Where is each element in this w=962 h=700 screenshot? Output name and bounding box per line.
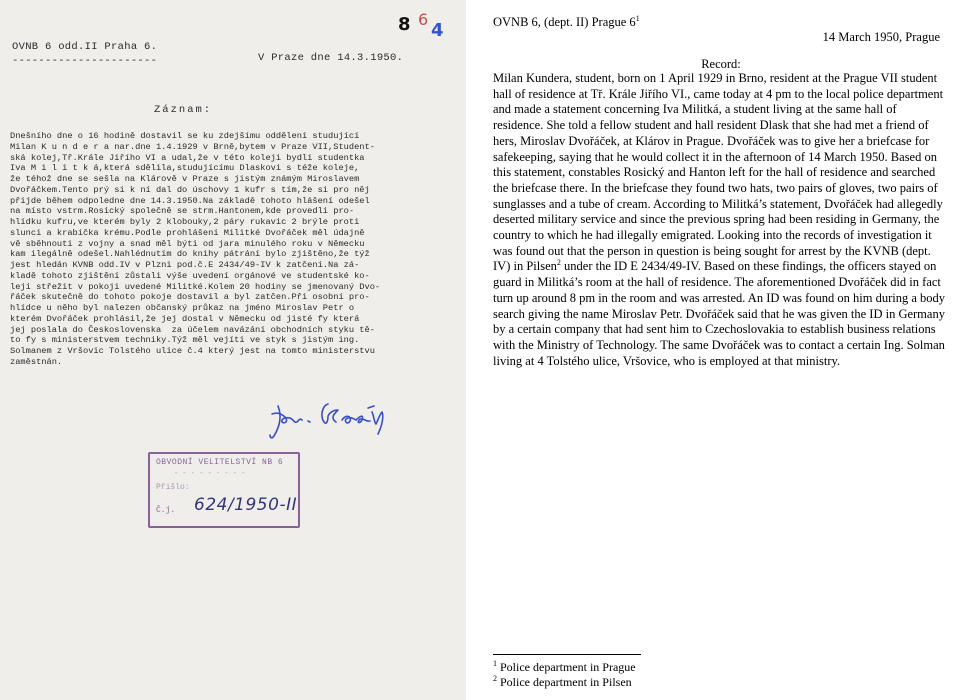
translation-body-part1: Milan Kundera, student, born on 1 April 1929 in Brno, resident at the Prague VII student hall of residence at Tř. Krále Jiřího VI., came today at 4 pm to the local police department and made a statement concerning Iva Militká, a student living at the same hall of residence. She told a fellow student and hall resident Dlask that she had met a friend of hers, Miroslav Dvořáček, at Klárov in Prague. Dvořáček was to give her a briefcase for safekeeping, saying that he would collect it in the afternoon of 14 March 1950. Based on this statement, constables Rosický and Hanton left for the hall of residence and searched the briefcase there. In the briefcase they found two hats, two pairs of gloves, two pairs of sunglasses and a tube of cream. According to Militká’s statement, Dvořáček had allegedly deserted military service and since the previous spring had been residing in Germany, the country to which he had illegally emigrated. Looking into the records of investigation it was found out that the person in question is being sought for arrest by the KVNB (dept. IV) in Pilsen bbox=[493, 71, 944, 274]
stamp-office-name: OBVODNÍ VELITELSTVÍ NB 6 bbox=[156, 458, 284, 467]
scan-header-underline: ---------------------- bbox=[12, 55, 158, 67]
footnote-1-text: Police department in Prague bbox=[500, 660, 636, 674]
scan-body-line: kam ilegálně odešel.Nahlédnutím do knihy pátrání bylo zjištěno,že týž bbox=[10, 249, 370, 260]
translation-panel bbox=[490, 0, 956, 700]
scan-body-line: Iva M i l i t k á,která sdělila,studujícímu Dlaskovi s téže koleje, bbox=[10, 163, 360, 174]
scan-body-line: vě sběhnouti z vojny a snad měl býti od jara minulého roku v Německu bbox=[10, 238, 365, 249]
scan-body-line: kladě tohoto zjištění zůstali výše uvedení orgánové ve studentské ko- bbox=[10, 270, 370, 281]
scan-body-line: Solmanem z Vršovic Tolstého ulice č.4 který jest na tomto ministerstvu bbox=[10, 346, 375, 356]
footnote-ref-2: 2 bbox=[556, 258, 561, 268]
footnote-2 bbox=[493, 674, 632, 690]
scan-page-number: 8 bbox=[398, 14, 411, 35]
footnote-2-text: Police department in Pilsen bbox=[500, 675, 632, 689]
footnote-2-marker: 2 bbox=[493, 674, 497, 683]
translation-record-title: Record: bbox=[701, 57, 741, 71]
scan-body-line: přijde během odpoledne dne 14.3.1950.Na základě tohoto hlášení odešel bbox=[10, 195, 370, 206]
scan-body-line: na místo vstrm.Rosický společně se strm.Hantonem,kde provedli pro- bbox=[10, 206, 355, 217]
stamp-reference-number: 624/1950-II bbox=[194, 495, 298, 515]
scan-body-line: že téhož dne se sešla na Klárově v Praze s jistým známým Miroslavem bbox=[10, 174, 360, 184]
scan-body-line: Dnešního dne o 16 hodině dostavil se ku zdejšímu oddělení studující bbox=[10, 131, 360, 141]
scan-record-title: Záznam: bbox=[154, 104, 213, 116]
scan-department-header: OVNB 6 odd.II Praha 6. bbox=[12, 41, 158, 53]
handwritten-signature bbox=[264, 392, 424, 440]
scan-body-line: řáček skutečně do tohoto pokoje dostavil a byl zatčen.Při osobní pro- bbox=[10, 292, 370, 303]
scan-body-line: to fy s ministerstvem techniky.Týž měl vejíti ve styk s jistým ing. bbox=[10, 335, 360, 346]
scan-body-line: jej poslala do Československa za účelem navázání obchodních styku tě- bbox=[10, 324, 375, 335]
scan-page-annotation-red: 6 bbox=[418, 10, 429, 29]
stamp-reference-label: Č.j. bbox=[156, 506, 176, 515]
scan-body-line: ská kolej,Tř.Krále Jiřího VI a udal,že v této koleji bydlí studentka bbox=[10, 152, 365, 163]
scan-body-line: leji střežit v pokoji uvedené Militké.Kolem 20 hodiny se jmenovaný Dvo- bbox=[10, 281, 381, 292]
footnote-separator bbox=[493, 654, 641, 655]
translation-body-text bbox=[493, 71, 947, 369]
footnote-1-marker: 1 bbox=[493, 659, 497, 668]
footnote-1 bbox=[493, 659, 636, 675]
scan-date-line: V Praze dne 14.3.1950. bbox=[258, 52, 404, 64]
scan-body-text bbox=[10, 131, 462, 368]
translation-date-line: 14 March 1950, Prague bbox=[822, 30, 940, 44]
scanned-document-page bbox=[0, 0, 466, 700]
scan-body-line: hlídku kufru,ve kterém byly 2 klobouky,2 páry rukavic 2 brýle proti bbox=[10, 217, 360, 227]
translation-body-part2: under the ID E 2434/49-IV. Based on these findings, the officers stayed on guard in Militká’s room at the hall of residence. The aforementioned Dvořáček did in fact turn up around 8 pm in the room and was arrested. An ID was found on him during a body search giving the name Miroslav Petr. Dvořáček said that he was given the ID in Germany by a certain company that had sent him to Czechoslovakia to establish business relations with the Ministry of Technology. The same Dvořáček was to contact a certain Ing. Solman living at 4 Tolstého ulice, Vršovice, who is employed at that ministry. bbox=[493, 259, 946, 368]
scan-body-line: kterém Dvořáček prohlásil,že jej dostal v Německu od jisté fy která bbox=[10, 313, 360, 324]
scan-body-line: Milan K u n d e r a nar.dne 1.4.1929 v Brně,bytem v Praze VII,Student- bbox=[10, 141, 375, 152]
registry-stamp bbox=[148, 452, 300, 528]
translation-department-header bbox=[493, 14, 640, 30]
stamp-divider: - - - - - - - - - bbox=[174, 470, 246, 478]
scan-body-line: jest hledán KVNB odd.IV v Plzni pod.č.E 2434/49-IV k zatčení.Na zá- bbox=[10, 260, 360, 270]
stamp-received-label: Přišlo: bbox=[156, 483, 190, 492]
scan-body-line: slunci a krabička krému.Podle prohlášení Militké Dvořáček měl údajně bbox=[10, 227, 365, 238]
footnote-ref-1: 1 bbox=[635, 14, 640, 23]
translation-header-text: OVNB 6, (dept. II) Prague 6 bbox=[493, 15, 636, 30]
scan-body-line: Dvořáčkem.Tento prý si k ní dal do úschovy 1 kufr s tím,že si pro něj bbox=[10, 184, 370, 195]
scan-body-line: hlídce u něho byl nalezen občanský průkaz na jméno Miroslav Petr o bbox=[10, 303, 355, 313]
scan-page-annotation-blue: 4 bbox=[431, 20, 444, 41]
scan-body-line: zaměstnán. bbox=[10, 356, 63, 367]
